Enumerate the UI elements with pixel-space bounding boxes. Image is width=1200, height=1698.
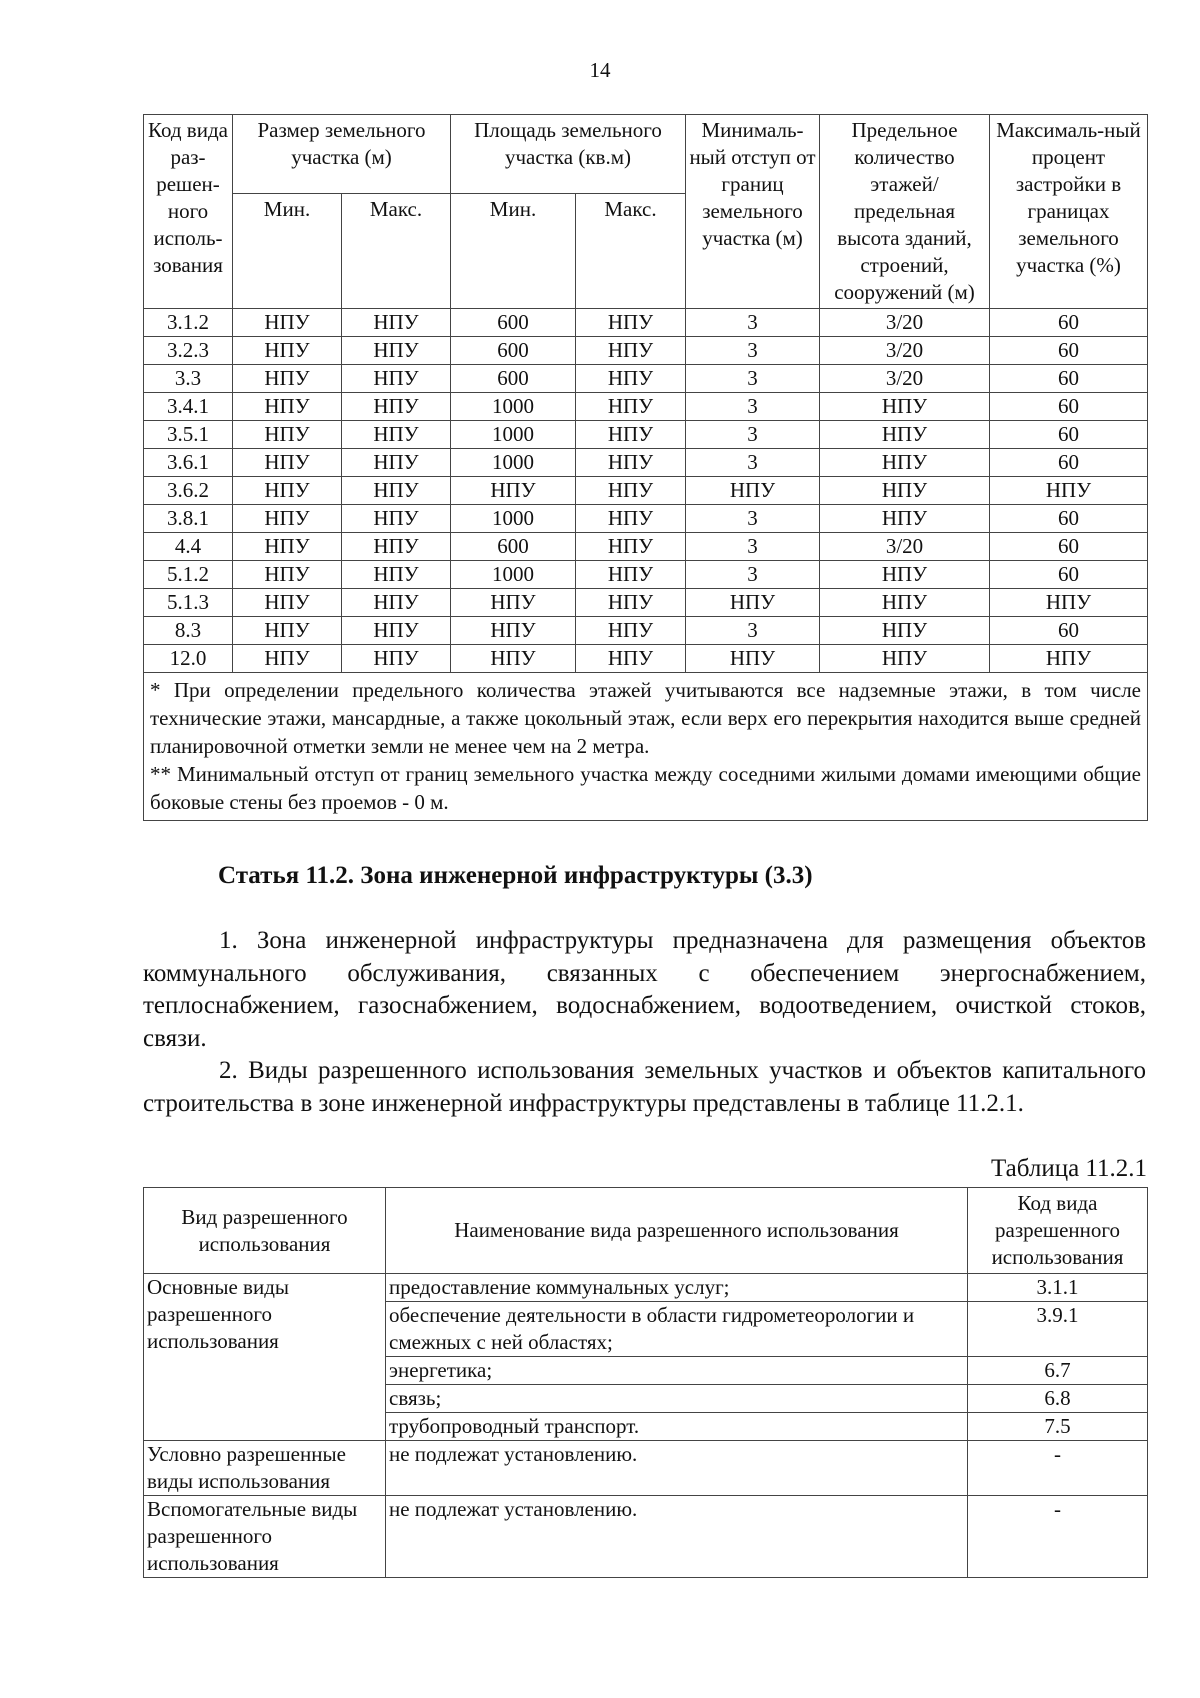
use-name: предоставление коммунальных услуг;: [386, 1274, 968, 1302]
table-cell: 60: [990, 421, 1148, 449]
table-row: [144, 589, 1148, 617]
table-cell: 3: [686, 561, 820, 589]
table-cell: НПУ: [820, 421, 990, 449]
table-cell: НПУ: [820, 617, 990, 645]
table-row: [144, 309, 1148, 337]
use-code: 3.1.1: [968, 1274, 1148, 1302]
table-cell: НПУ: [576, 533, 686, 561]
table-caption: Таблица 11.2.1: [991, 1155, 1147, 1182]
table-notes: [144, 673, 1148, 821]
table-cell: 5.1.2: [144, 561, 233, 589]
paragraph-1: 1. Зона инженерной инфраструктуры предназначена для размещения объектов коммунального обслуживания, связанных с обеспечением энергоснабжением, теплоснабжением, газоснабжением, водоснабжением, водоотведением, очисткой стоков, связи.: [143, 927, 1146, 1052]
table-cell: НПУ: [576, 421, 686, 449]
table-cell: НПУ: [990, 589, 1148, 617]
table-cell: НПУ: [990, 645, 1148, 673]
table-cell: НПУ: [576, 365, 686, 393]
header-code: Код вида раз-решен-ного исполь-зования: [144, 115, 233, 309]
table1-body: [144, 309, 1148, 673]
table-row: [144, 337, 1148, 365]
table-cell: 3.4.1: [144, 393, 233, 421]
table-cell: НПУ: [451, 589, 576, 617]
use-name: не подлежат установлению.: [386, 1496, 968, 1578]
table-cell: 3.8.1: [144, 505, 233, 533]
use-name: обеспечение деятельности в области гидрометеорологии и смежных с ней областях;: [386, 1302, 968, 1357]
table-row: [144, 1496, 1148, 1578]
note-floors: * При определении предельного количества этажей учитываются все надземные этажи, в том числе технические этажи, мансардные, а также цокольный этаж, если верх его перекрытия находится выше средней планировочной отметки земли не менее чем на 2 метра.: [150, 678, 1141, 758]
table-cell: НПУ: [576, 337, 686, 365]
table-cell: 3: [686, 393, 820, 421]
table-cell: НПУ: [233, 645, 342, 673]
table-cell: НПУ: [342, 617, 451, 645]
table-cell: 3: [686, 365, 820, 393]
use-group-label: Основные виды разрешенного использования: [144, 1274, 386, 1441]
table-cell: 60: [990, 449, 1148, 477]
table-cell: НПУ: [233, 449, 342, 477]
table-row: [144, 533, 1148, 561]
table-cell: 3: [686, 421, 820, 449]
table-cell: НПУ: [686, 645, 820, 673]
use-code: 7.5: [968, 1413, 1148, 1441]
table-cell: 60: [990, 561, 1148, 589]
table-cell: НПУ: [576, 645, 686, 673]
table-cell: 3.1.2: [144, 309, 233, 337]
table-cell: НПУ: [342, 449, 451, 477]
table-cell: 600: [451, 533, 576, 561]
table-cell: 8.3: [144, 617, 233, 645]
table-cell: 60: [990, 337, 1148, 365]
table-cell: НПУ: [233, 533, 342, 561]
header-size-max: Макс.: [342, 194, 451, 309]
note-setback: ** Минимальный отступ от границ земельного участка между соседними жилыми домами имеющими общие боковые стены без проемов - 0 м.: [150, 762, 1141, 814]
table-cell: 3: [686, 533, 820, 561]
table-cell: 3: [686, 505, 820, 533]
paragraph-2: 2. Виды разрешенного использования земельных участков и объектов капитального строительства в зоне инженерной инфраструктуры представлены в таблице 11.2.1.: [143, 1057, 1146, 1117]
header-min-setback: Минималь-ный отступ от границ земельного участка (м): [686, 115, 820, 309]
table-cell: 3.2.3: [144, 337, 233, 365]
use-code: -: [968, 1496, 1148, 1578]
table-cell: 60: [990, 393, 1148, 421]
table-row: [144, 365, 1148, 393]
table-cell: 60: [990, 365, 1148, 393]
table-row: [144, 505, 1148, 533]
table-cell: НПУ: [233, 589, 342, 617]
table-cell: НПУ: [820, 449, 990, 477]
table-cell: НПУ: [342, 337, 451, 365]
table-row: [144, 449, 1148, 477]
table-cell: НПУ: [576, 449, 686, 477]
header-size-min: Мин.: [233, 194, 342, 309]
table-cell: НПУ: [686, 589, 820, 617]
table-cell: НПУ: [342, 561, 451, 589]
table-cell: НПУ: [342, 505, 451, 533]
use-name: не подлежат установлению.: [386, 1441, 968, 1496]
page-number: 14: [589, 58, 611, 82]
use-code: 6.7: [968, 1357, 1148, 1385]
table-cell: НПУ: [233, 505, 342, 533]
table-cell: НПУ: [233, 337, 342, 365]
table-row: [144, 617, 1148, 645]
table2-body: [144, 1274, 1148, 1578]
table-cell: 600: [451, 309, 576, 337]
table-cell: 3.3: [144, 365, 233, 393]
table-cell: НПУ: [820, 589, 990, 617]
table-cell: 4.4: [144, 533, 233, 561]
use-group-label: Вспомогательные виды разрешенного использования: [144, 1496, 386, 1578]
use-name: энергетика;: [386, 1357, 968, 1385]
table-cell: 3/20: [820, 309, 990, 337]
table-cell: НПУ: [820, 477, 990, 505]
use-code: 3.9.1: [968, 1302, 1148, 1357]
use-code: 6.8: [968, 1385, 1148, 1413]
table-cell: НПУ: [990, 477, 1148, 505]
table-cell: 3/20: [820, 365, 990, 393]
table-cell: 3: [686, 449, 820, 477]
table-cell: НПУ: [342, 421, 451, 449]
table-cell: НПУ: [342, 309, 451, 337]
use-group-label: Условно разрешенные виды использования: [144, 1441, 386, 1496]
table-cell: 3: [686, 337, 820, 365]
table-cell: НПУ: [451, 477, 576, 505]
table-cell: НПУ: [233, 309, 342, 337]
table-row: [144, 393, 1148, 421]
table-cell: 60: [990, 505, 1148, 533]
table-cell: 600: [451, 337, 576, 365]
table-cell: НПУ: [820, 645, 990, 673]
header-area-min: Мин.: [451, 194, 576, 309]
table-cell: НПУ: [820, 393, 990, 421]
table-cell: НПУ: [820, 505, 990, 533]
table-cell: НПУ: [342, 589, 451, 617]
table-cell: 60: [990, 617, 1148, 645]
table-cell: 1000: [451, 421, 576, 449]
table-cell: НПУ: [576, 505, 686, 533]
table-cell: 3.6.2: [144, 477, 233, 505]
table-cell: 1000: [451, 449, 576, 477]
article-body: [143, 925, 1146, 1120]
table-cell: НПУ: [576, 477, 686, 505]
table-cell: 5.1.3: [144, 589, 233, 617]
table-cell: НПУ: [576, 617, 686, 645]
table-cell: 12.0: [144, 645, 233, 673]
table-cell: НПУ: [233, 617, 342, 645]
header-use-code: Код вида разрешенного использования: [968, 1188, 1148, 1274]
table-cell: НПУ: [342, 477, 451, 505]
table-row: [144, 477, 1148, 505]
table-cell: 3: [686, 617, 820, 645]
table-cell: НПУ: [820, 561, 990, 589]
header-use-type: Вид разрешенного использования: [144, 1188, 386, 1274]
table-cell: НПУ: [451, 645, 576, 673]
use-name: связь;: [386, 1385, 968, 1413]
table-cell: 3/20: [820, 533, 990, 561]
article-heading: Статья 11.2. Зона инженерной инфраструктуры (3.3): [218, 862, 813, 889]
table-row: [144, 1441, 1148, 1496]
permitted-use-table: [143, 1187, 1148, 1578]
table-cell: НПУ: [342, 393, 451, 421]
header-max-floors: Предельное количество этажей/ предельная высота зданий, строений, сооружений (м): [820, 115, 990, 309]
table-cell: НПУ: [233, 561, 342, 589]
use-name: трубопроводный транспорт.: [386, 1413, 968, 1441]
header-area-max: Макс.: [576, 194, 686, 309]
header-plot-size: Размер земельного участка (м): [233, 115, 451, 194]
table-cell: 3/20: [820, 337, 990, 365]
header-max-coverage: Максималь-ный процент застройки в границах земельного участка (%): [990, 115, 1148, 309]
table-row: [144, 421, 1148, 449]
header-plot-area: Площадь земельного участка (кв.м): [451, 115, 686, 194]
table-cell: 3.6.1: [144, 449, 233, 477]
table-row: [144, 645, 1148, 673]
table-cell: НПУ: [233, 365, 342, 393]
table-row: [144, 1274, 1148, 1302]
header-use-name: Наименование вида разрешенного использования: [386, 1188, 968, 1274]
table-cell: 1000: [451, 393, 576, 421]
table-cell: НПУ: [233, 393, 342, 421]
use-code: -: [968, 1441, 1148, 1496]
table-cell: НПУ: [233, 421, 342, 449]
table-cell: НПУ: [576, 309, 686, 337]
table-cell: НПУ: [576, 589, 686, 617]
zoning-parameters-table: [143, 114, 1148, 821]
table-cell: НПУ: [342, 533, 451, 561]
table-cell: 60: [990, 309, 1148, 337]
table-cell: 600: [451, 365, 576, 393]
table-cell: НПУ: [451, 617, 576, 645]
table-cell: 60: [990, 533, 1148, 561]
table-cell: НПУ: [342, 645, 451, 673]
table-cell: НПУ: [233, 477, 342, 505]
table-cell: 1000: [451, 505, 576, 533]
table-cell: НПУ: [576, 561, 686, 589]
table-cell: НПУ: [576, 393, 686, 421]
table-cell: НПУ: [686, 477, 820, 505]
table-cell: НПУ: [342, 365, 451, 393]
table-row: [144, 561, 1148, 589]
table-cell: 1000: [451, 561, 576, 589]
table-cell: 3: [686, 309, 820, 337]
table-cell: 3.5.1: [144, 421, 233, 449]
